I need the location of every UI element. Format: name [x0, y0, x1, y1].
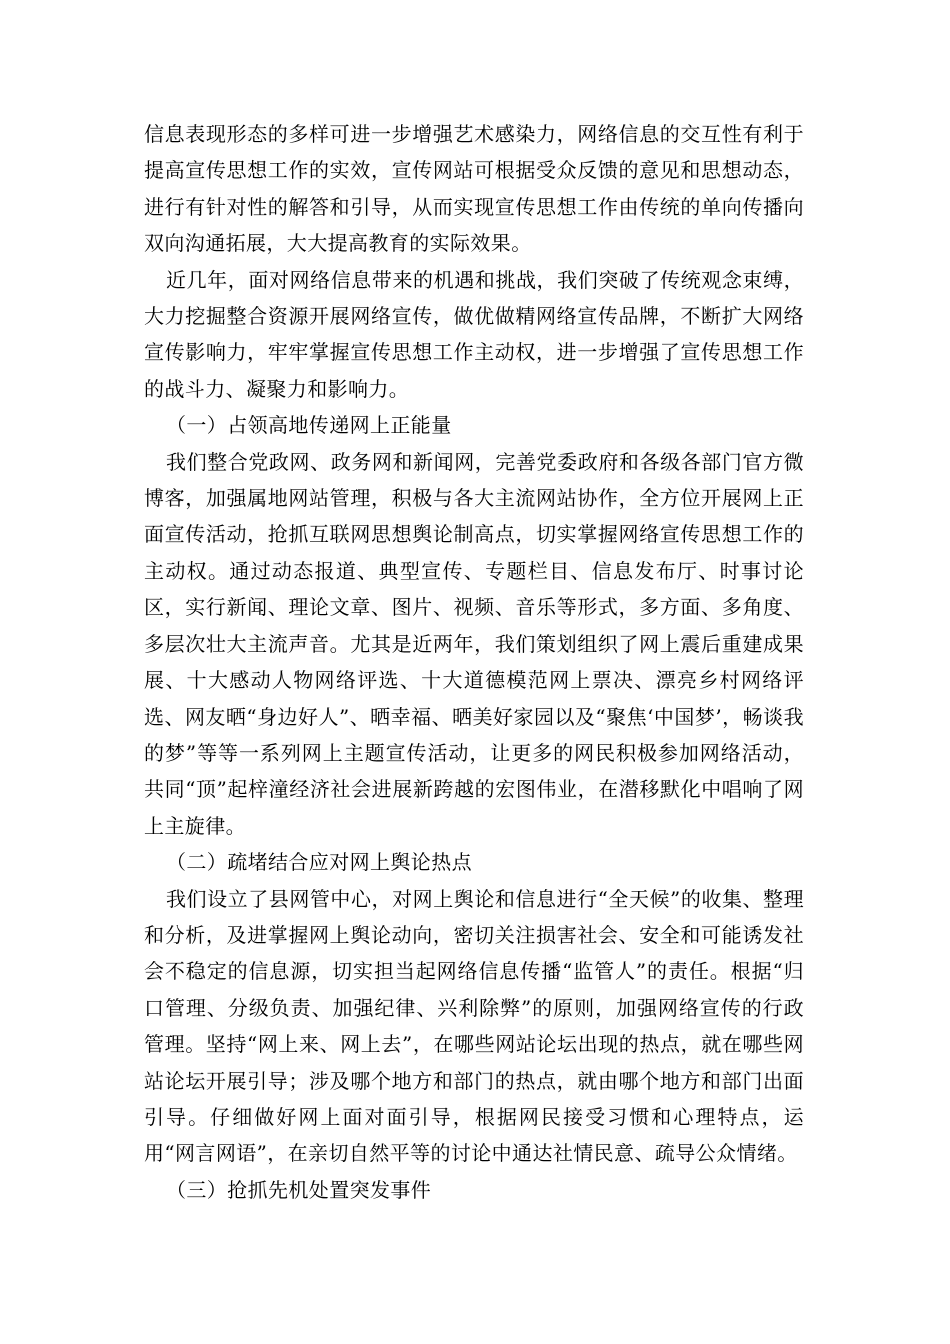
section-heading-1: （一）占领高地传递网上正能量 — [166, 413, 452, 438]
section-heading-3: （三）抢抓先机处置突发事件 — [166, 1177, 432, 1202]
section-heading-2: （二）疏堵结合应对网上舆论热点 — [166, 850, 472, 875]
paragraph-overview: 近几年，面对网络信息带来的机遇和挑战，我们突破了传统观念束缚，大力挖掘整合资源开展网络宣传，做优做精网络宣传品牌，不断扩大网络宣传影响力，牢牢掌握宣传思想工作主动权，进一步增强了宣传思想工作的战斗力、凝聚力和影响力。 — [144, 267, 804, 401]
paragraph-section-2: 我们设立了县网管中心，对网上舆论和信息进行“全天候”的收集、整理和分析，及进掌握网上舆论动向，密切关注损害社会、安全和可能诱发社会不稳定的信息源，切实担当起网络信息传播“监管人”的责任。根据“归口管理、分级负责、加强纪律、兴利除弊”的原则，加强网络宣传的行政管理。坚持“网上来、网上去”，在哪些网站论坛出现的热点，就在哪些网站论坛开展引导；涉及哪个地方和部门的热点，就由哪个地方和部门出面引导。仔细做好网上面对面引导，根据网民接受习惯和心理特点，运用“网言网语”，在亲切自然平等的讨论中通达社情民意、疏导公众情绪。 — [144, 886, 804, 1166]
paragraph-section-1: 我们整合党政网、政务网和新闻网，完善党委政府和各级各部门官方微博客，加强属地网站管理，积极与各大主流网站协作，全方位开展网上正面宣传活动，抢抓互联网思想舆论制高点，切实掌握网络宣传思想工作的主动权。通过动态报道、典型宣传、专题栏目、信息发布厅、时事讨论区，实行新闻、理论文章、图片、视频、音乐等形式，多方面、多角度、多层次壮大主流声音。尤其是近两年，我们策划组织了网上震后重建成果展、十大感动人物网络评选、十大道德模范网上票决、漂亮乡村网络评选、网友晒“身边好人”、晒幸福、晒美好家园以及“聚焦‘中国梦’，畅谈我的梦”等等一系列网上主题宣传活动，让更多的网民积极参加网络活动，共同“顶”起梓潼经济社会进展新跨越的宏图伟业，在潜移默化中唱响了网上主旋律。 — [144, 449, 804, 838]
document-body — [144, 116, 804, 1208]
paragraph-intro-continuation: 信息表现形态的多样可进一步增强艺术感染力，网络信息的交互性有利于提高宣传思想工作的实效，宣传网站可根据受众反馈的意见和思想动态，进行有针对性的解答和引导，从而实现宣传思想工作由传统的单向传播向双向沟通拓展，大大提高教育的实际效果。 — [144, 122, 804, 256]
